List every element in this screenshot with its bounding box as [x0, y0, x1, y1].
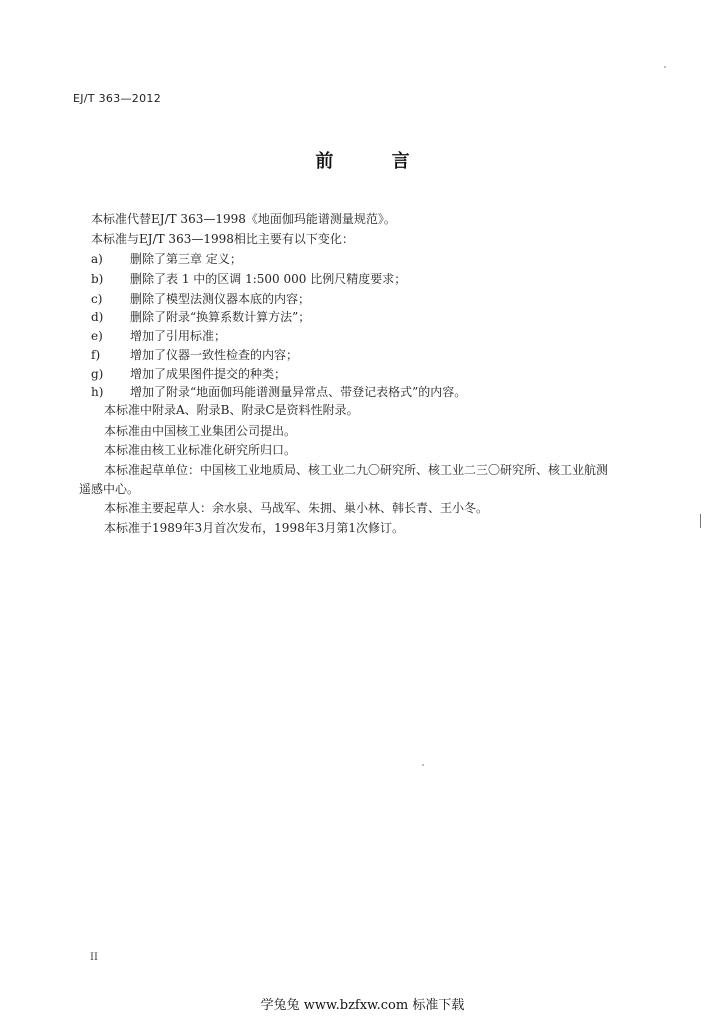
change-item-mark: f): [91, 348, 101, 362]
change-item: [91, 367, 286, 381]
change-item-mark: c): [91, 292, 103, 306]
change-item: [91, 272, 406, 286]
paragraph-replaces: 本标准代替EJ/T 363—1998《地面伽玛能谱测量规范》。: [91, 212, 396, 226]
statement-proposed-by: 本标准由中国核工业集团公司提出。: [104, 424, 297, 438]
change-item-text: 删除了表 1 中的区调 1:500 000 比例尺精度要求；: [130, 272, 407, 286]
change-item-mark: e): [91, 329, 103, 343]
change-item: [91, 310, 310, 324]
change-item-mark: b): [91, 272, 104, 286]
page-title: 前 言: [315, 151, 436, 172]
statement-history: 本标准于1989年3月首次发布，1998年3月第1次修订。: [104, 521, 404, 535]
scan-margin-mark: [700, 514, 701, 528]
statement-appendix: 本标准中附录A、附录B、附录C是资料性附录。: [104, 403, 359, 417]
standard-code: EJ/T 363—2012: [73, 92, 162, 105]
change-item: [91, 385, 466, 399]
change-item-text: 增加了仪器一致性检查的内容；: [130, 348, 299, 362]
statement-drafting-units-continued: 遥感中心。: [79, 482, 140, 496]
change-item-mark: d): [91, 310, 104, 324]
change-item-text: 增加了引用标准；: [130, 329, 227, 343]
change-item: [91, 252, 242, 266]
change-item-mark: h): [91, 385, 104, 399]
statement-drafting-units: 本标准起草单位：中国核工业地质局、核工业二九〇研究所、核工业二三〇研究所、核工业航测: [104, 463, 609, 477]
statement-drafters: 本标准主要起草人：余水泉、马战军、朱拥、巢小林、韩长青、王小冬。: [104, 501, 489, 515]
scan-speck: [422, 764, 424, 766]
change-item: [91, 329, 226, 343]
change-item-text: 删除了模型法测仪器本底的内容；: [130, 292, 311, 306]
paragraph-changes-intro: 本标准与EJ/T 363—1998相比主要有以下变化：: [91, 232, 354, 246]
statement-managed-by: 本标准由核工业标准化研究所归口。: [104, 443, 297, 457]
change-item: [91, 292, 310, 306]
change-item-text: 增加了附录“地面伽玛能谱测量异常点、带登记表格式”的内容。: [130, 385, 467, 399]
scan-speck: [664, 66, 666, 68]
change-item-text: 删除了附录“换算系数计算方法”；: [130, 310, 311, 324]
change-item-text: 删除了第三章 定义；: [130, 252, 242, 266]
page-number: II: [90, 952, 98, 963]
change-item-text: 增加了成果图件提交的种类；: [130, 367, 287, 381]
change-item-mark: g): [91, 367, 104, 381]
site-watermark-text: 学兔兔 www.bzfxw.com 标准下载: [260, 998, 465, 1013]
change-item: [91, 348, 298, 362]
change-item-mark: a): [91, 252, 103, 266]
